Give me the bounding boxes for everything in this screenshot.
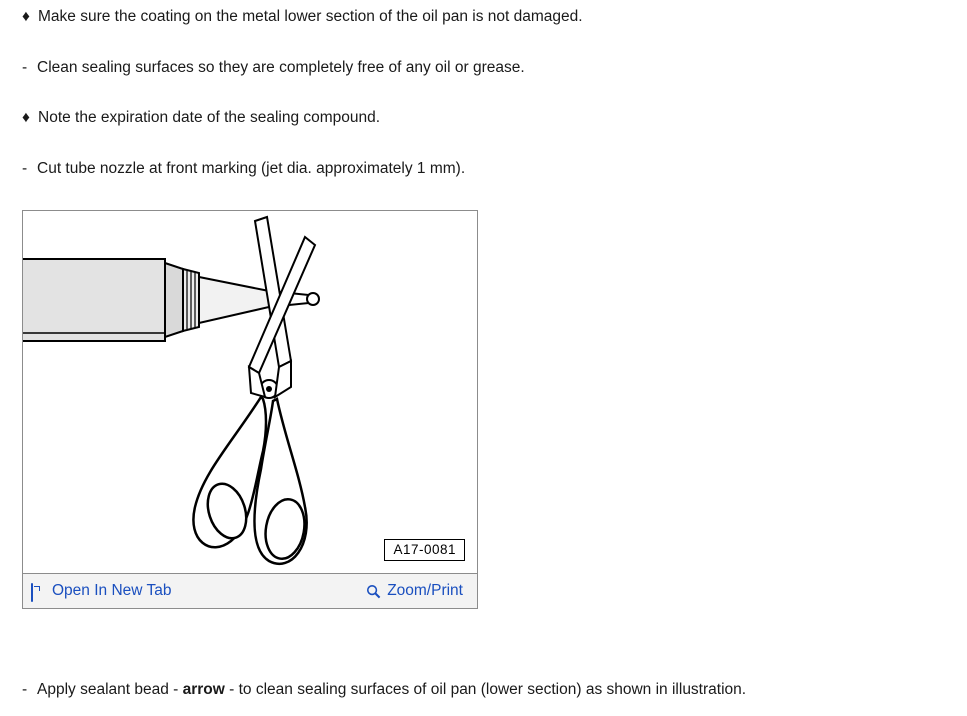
instruction-text: Note the expiration date of the sealing compound. bbox=[38, 109, 381, 127]
magnifier-icon bbox=[366, 584, 380, 598]
caption-text-before: Apply sealant bead - bbox=[37, 681, 183, 698]
open-in-new-tab-label: Open In New Tab bbox=[52, 582, 172, 600]
figure-container bbox=[22, 210, 478, 609]
instruction-step bbox=[22, 109, 967, 128]
bullet-dash-icon: - bbox=[22, 681, 28, 698]
zoom-print-button[interactable] bbox=[366, 582, 463, 600]
instruction-step bbox=[22, 59, 967, 78]
figure-box bbox=[22, 210, 478, 609]
caption-emphasis: arrow bbox=[182, 681, 225, 698]
sealant-tube-scissors-illustration bbox=[23, 211, 477, 573]
bullet-dash-icon: - bbox=[22, 58, 28, 76]
figure-image[interactable] bbox=[23, 211, 477, 574]
open-in-new-tab-button[interactable] bbox=[31, 582, 171, 600]
figure-code-label: A17-0081 bbox=[384, 539, 465, 561]
instruction-step bbox=[22, 8, 967, 27]
bullet-diamond-icon: ♦ bbox=[22, 109, 30, 127]
instruction-step bbox=[22, 160, 967, 179]
instruction-text: Clean sealing surfaces so they are completely free of any oil or grease. bbox=[37, 58, 525, 76]
bullet-dash-icon: - bbox=[22, 159, 28, 177]
bullet-diamond-icon: ♦ bbox=[22, 8, 30, 25]
caption-text-after: - to clean sealing surfaces of oil pan (lower section) as shown in illustration. bbox=[224, 681, 747, 698]
figure-caption-note bbox=[22, 681, 746, 699]
figure-toolbar bbox=[23, 574, 477, 608]
instruction-text: Make sure the coating on the metal lower section of the oil pan is not damaged. bbox=[38, 8, 583, 25]
instruction-text: Cut tube nozzle at front marking (jet dia. approximately 1 mm). bbox=[37, 159, 466, 177]
zoom-print-label: Zoom/Print bbox=[387, 582, 463, 600]
open-in-new-tab-icon bbox=[31, 584, 45, 598]
